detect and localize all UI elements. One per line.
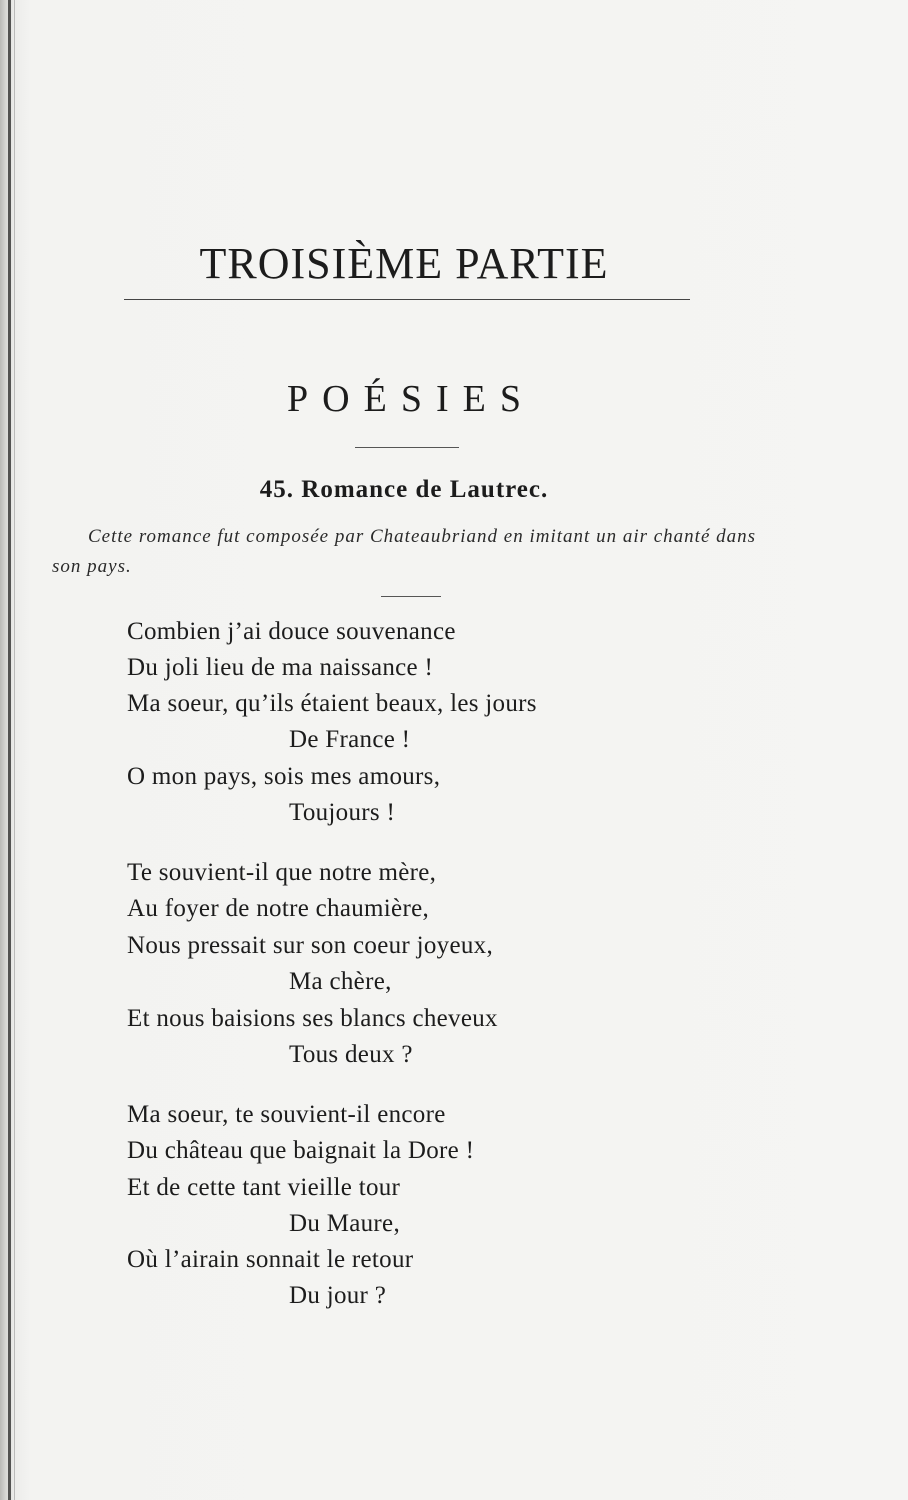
- section-rule: [355, 447, 459, 448]
- verse-line: Du Maure,: [289, 1210, 401, 1237]
- part-title: TROISIÈME PARTIE: [199, 239, 609, 288]
- page-spine-shadow: [14, 0, 15, 1500]
- poem-heading: [0, 476, 808, 504]
- poem-title: Romance de Lautrec.: [301, 476, 549, 503]
- section-title: POÉSIES: [287, 378, 535, 420]
- verse-line: Du château que baignait la Dore !: [127, 1137, 475, 1164]
- poem-note: Cette romance fut composée par Chateaubriand en imitant un air chanté dans son pays.: [52, 526, 757, 577]
- page-spine: [8, 0, 11, 1500]
- title-rule: [124, 299, 690, 300]
- verse-line: Ma soeur, qu’ils étaient beaux, les jours: [127, 690, 537, 717]
- verse-line: Tous deux ?: [289, 1041, 413, 1068]
- verse-line: Toujours !: [289, 799, 396, 826]
- verse-line: Et de cette tant vieille tour: [127, 1174, 401, 1201]
- verse-line: Combien j’ai douce souvenance: [127, 618, 456, 645]
- verse-line: Ma soeur, te souvient-il encore: [127, 1101, 446, 1128]
- verse-line: Du jour ?: [289, 1282, 387, 1309]
- verse-line: Au foyer de notre chaumière,: [127, 895, 430, 922]
- verse-line: Où l’airain sonnait le retour: [127, 1246, 414, 1273]
- verse-line: De France !: [289, 726, 411, 753]
- note-rule: [381, 596, 441, 597]
- verse-line: Nous pressait sur son coeur joyeux,: [127, 932, 493, 959]
- verse-line: Et nous baisions ses blancs cheveux: [127, 1005, 498, 1032]
- verse-line: Ma chère,: [289, 968, 392, 995]
- verse-line: Du joli lieu de ma naissance !: [127, 654, 434, 681]
- verse-line: O mon pays, sois mes amours,: [127, 763, 441, 790]
- verse-line: Te souvient-il que notre mère,: [127, 859, 437, 886]
- poem-number: 45.: [259, 476, 295, 503]
